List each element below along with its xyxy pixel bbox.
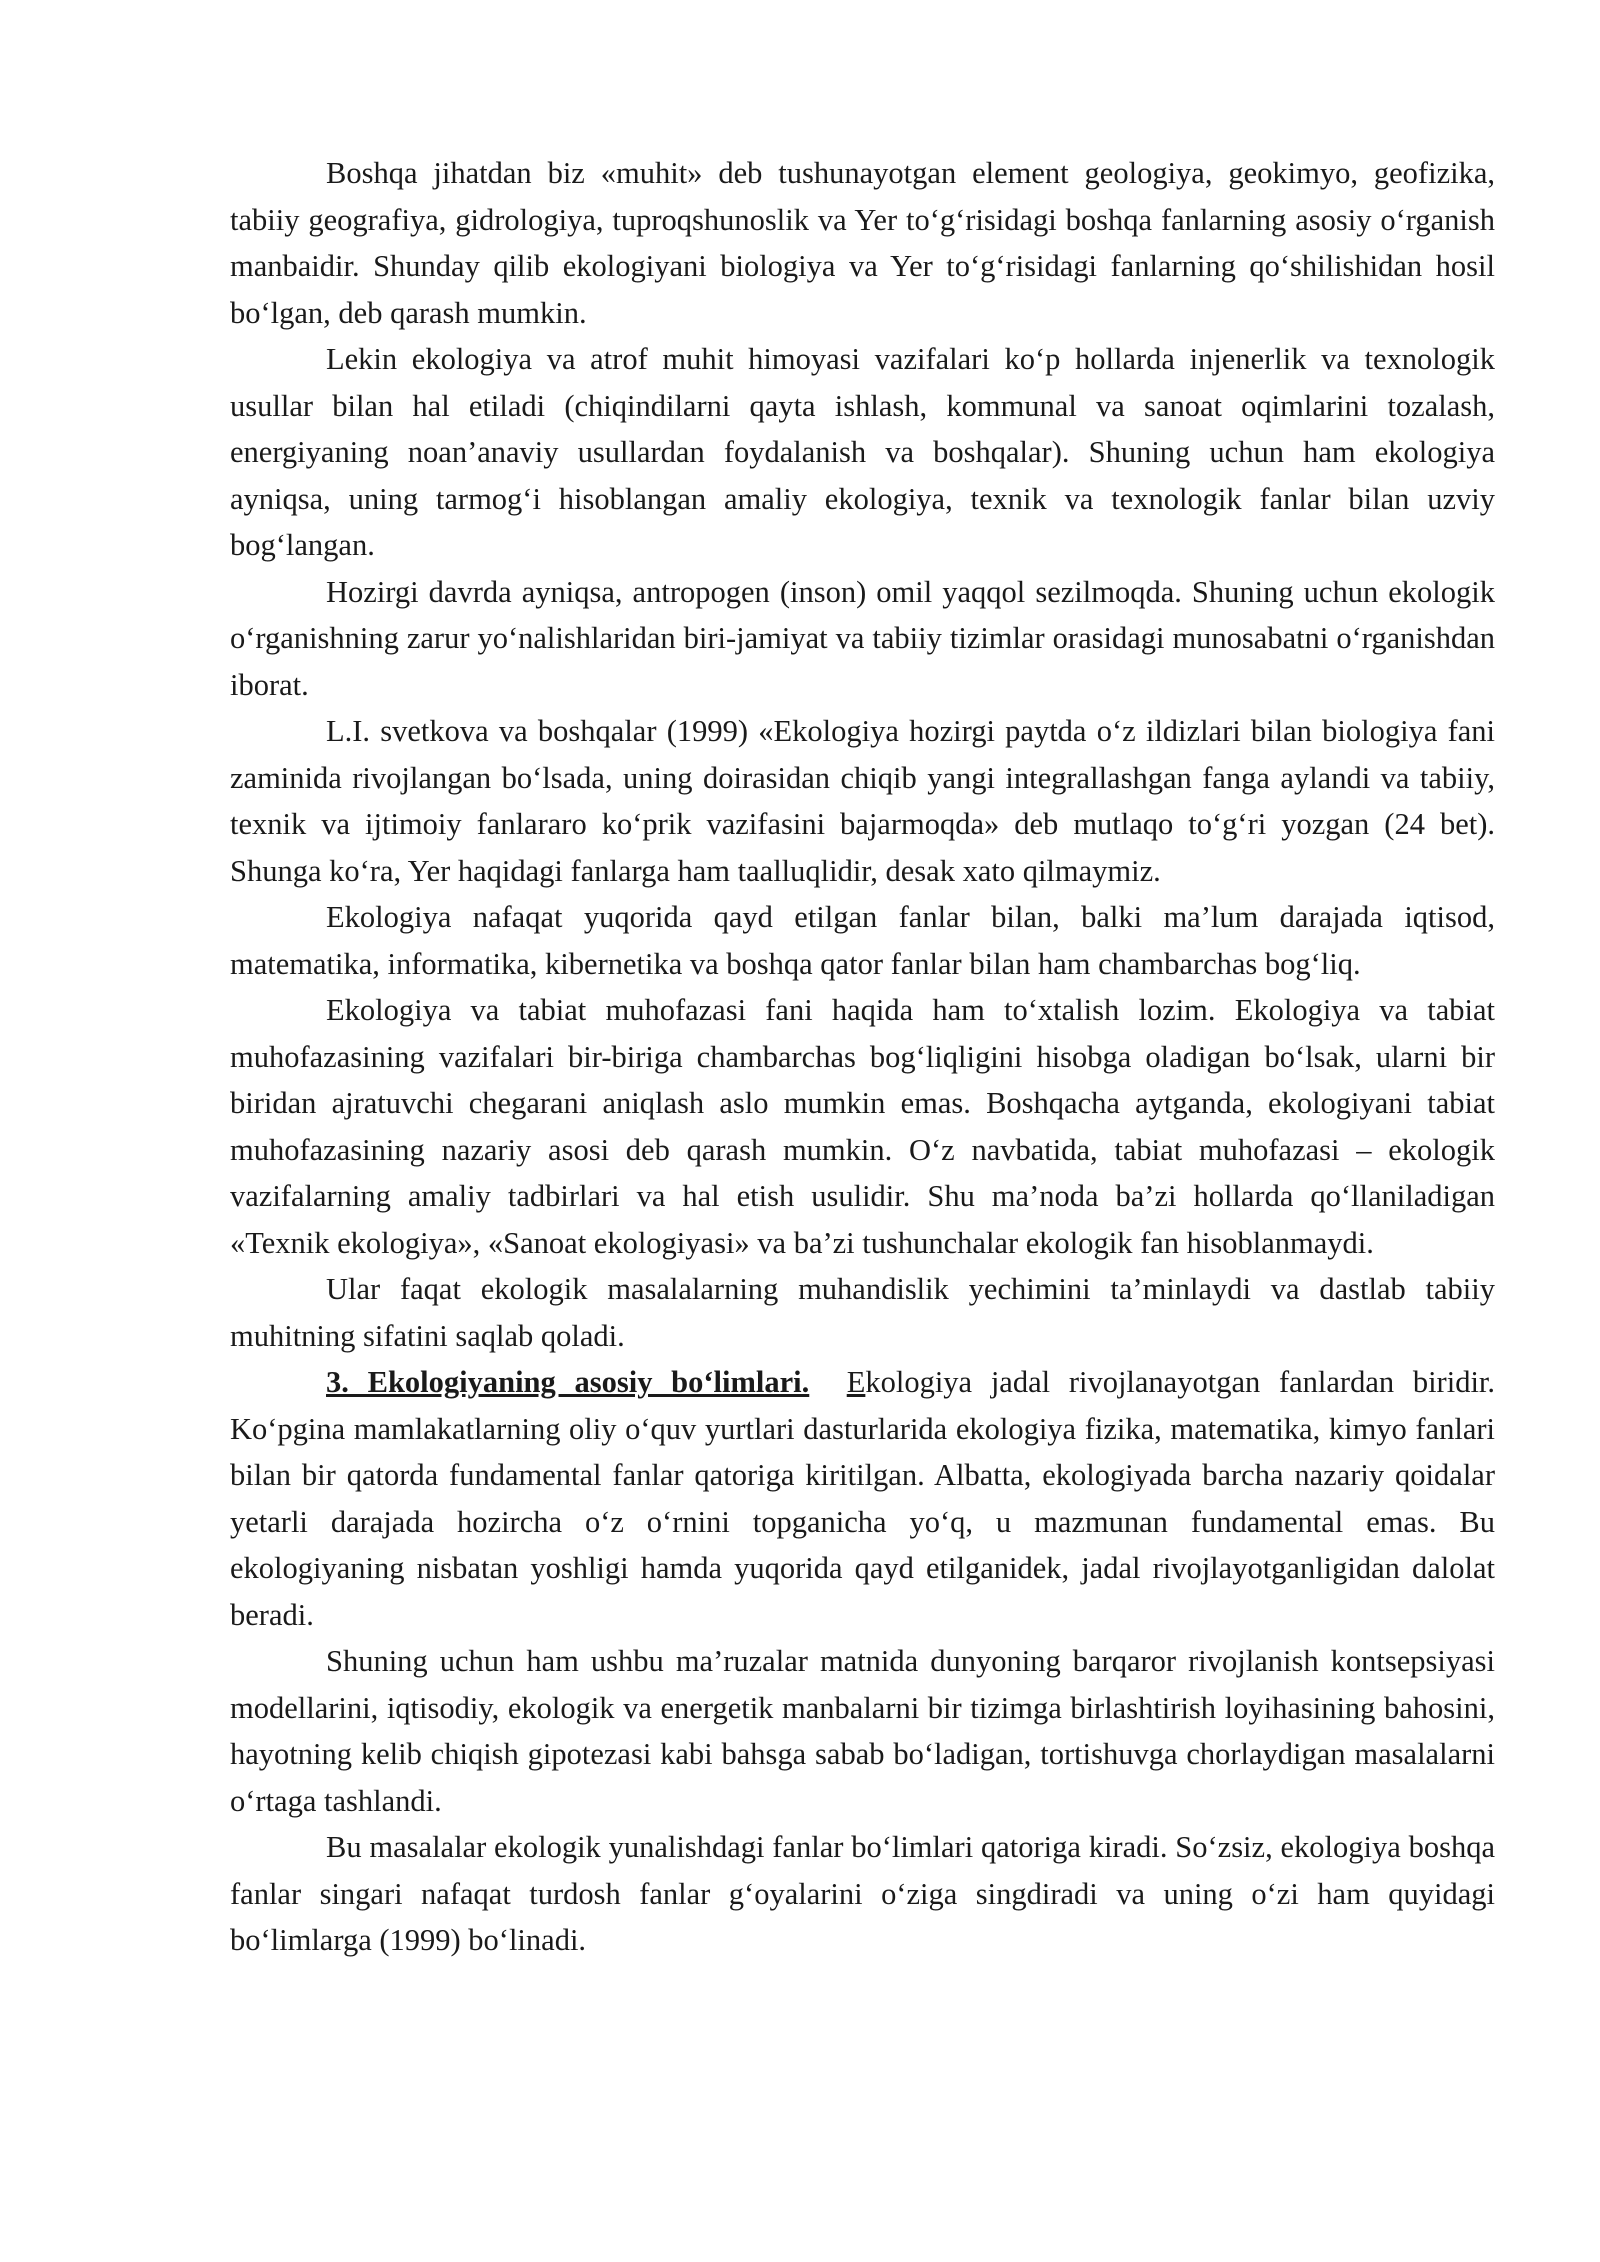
- paragraph-10: Bu masalalar ekologik yunalishdagi fanlar bo‘limlari qatoriga kiradi. So‘zsiz, ekologiya boshqa fanlar singari nafaqat turdosh fanlar g‘oyalarini o‘ziga singdiradi va uning o‘zi ham quyidagi bo‘limlarga (1999) bo‘linadi.: [230, 1830, 1495, 1957]
- document-page: [230, 150, 1495, 1964]
- paragraph-5: Ekologiya nafaqat yuqorida qayd etilgan fanlar bilan, balki ma’lum darajada iqtisod, matematika, informatika, kibernetika va boshqa qator fanlar bilan ham chambarchas bog‘liq.: [230, 900, 1495, 981]
- paragraph-2: Lekin ekologiya va atrof muhit himoyasi vazifalari ko‘p hollarda injenerlik va texnologik usullar bilan hal etiladi (chiqindilarni qayta ishlash, kommunal va sanoat oqimlarini tozalash, energiyaning noan’anaviy usullardan foydalanish va boshqalar). Shuning uchun ham ekologiya ayniqsa, uning tarmog‘i hisoblangan amaliy ekologiya, texnik va texnologik fanlar bilan uzviy bog‘langan.: [230, 342, 1495, 562]
- paragraph-3: Hozirgi davrda ayniqsa, antropogen (inson) omil yaqqol sezilmoqda. Shuning uchun ekologik o‘rganishning zarur yo‘nalishlaridan biri-jamiyat va tabiiy tizimlar orasidagi munosabatni o‘rganishdan iborat.: [230, 574, 1495, 702]
- paragraph-9: Shuning uchun ham ushbu ma’ruzalar matnida dunyoning barqaror rivojlanish kontsepsiyasi modellarini, iqtisodiy, ekologik va energetik manbalarni bir tizimga birlashtirish loyihasining bahosini, hayotning kelib chiqish gipotezasi kabi bahsga sabab bo‘ladigan, tortishuvga chorlaydigan masalalarni o‘rtaga tashlandi.: [230, 1644, 1495, 1818]
- paragraph-1: Boshqa jihatdan biz «muhit» deb tushunayotgan element geologiya, geokimyo, geofizika, tabiiy geografiya, gidrologiya, tuproqshunoslik va Yer to‘g‘risidagi boshqa fanlarning asosiy o‘rganish manbaidir. Shunday qilib ekologiyani biologiya va Yer to‘g‘risidagi fanlarning qo‘shilishidan hosil bo‘lgan, deb qarash mumkin.: [230, 156, 1495, 330]
- section-first-paragraph: [230, 1359, 1495, 1638]
- paragraph-7: Ular faqat ekologik masalalarning muhandislik yechimini ta’minlaydi va dastlab tabiiy muhitning sifatini saqlab qoladi.: [230, 1272, 1495, 1353]
- section-first-letter: E: [846, 1365, 866, 1399]
- section-first-paragraph-text: kologiya jadal rivojlanayotgan fanlardan biridir. Ko‘pgina mamlakatlarning oliy o‘quv yurtlari dasturlarida ekologiya fizika, matematika, kimyo fanlari bilan bir qatorda fundamental fanlar qatoriga kiritilgan. Albatta, ekologiyada barcha nazariy qoidalar yetarli darajada hozircha o‘z o‘rnini topganicha yo‘q, u mazmunan fundamental emas. Bu ekologiyaning nisbatan yoshligi hamda yuqorida qayd etilganidek, jadal rivojlayotganligidan dalolat beradi.: [230, 1365, 1496, 1632]
- paragraph-6: Ekologiya va tabiat muhofazasi fani haqida ham to‘xtalish lozim. Ekologiya va tabiat muhofazasining vazifalari bir-biriga chambarchas bog‘liqligini hisobga oladigan bo‘lsak, ularni bir biridan ajratuvchi chegarani aniqlash aslo mumkin emas. Boshqacha aytganda, ekologiyani tabiat muhofazasining nazariy asosi deb qarash mumkin. O‘z navbatida, tabiat muhofazasi – ekologik vazifalarning amaliy tadbirlari va hal etish usulidir. Shu ma’noda ba’zi hollarda qo‘llaniladigan «Texnik ekologiya», «Sanoat ekologiyasi» va ba’zi tushunchalar ekologik fan hisoblanmaydi.: [230, 993, 1495, 1260]
- paragraph-4: L.I. svetkova va boshqalar (1999) «Ekologiya hozirgi paytda o‘z ildizlari bilan biologiya fani zaminida rivojlangan bo‘lsada, uning doirasidan chiqib yangi integrallashgan fanga aylandi va tabiiy, texnik va ijtimoiy fanlararo ko‘prik vazifasini bajarmoqda» deb mutlaqo to‘g‘ri yozgan (24 bet). Shunga ko‘ra, Yer haqidagi fanlarga ham taalluqlidir, desak xato qilmaymiz.: [230, 714, 1495, 888]
- section-heading: 3. Ekologiyaning asosiy bo‘limlari.: [326, 1365, 810, 1399]
